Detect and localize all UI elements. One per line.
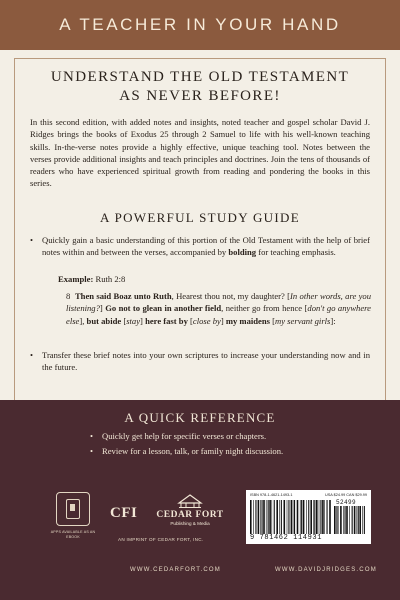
isbn-text: ISBN 978-1-4621-1493-1: [250, 493, 293, 497]
barcode-bar: [263, 500, 265, 534]
intro-paragraph: In this second edition, with added notes and insights, noted teacher and gospel scholar David J. Ridges brings the books of Exodus 25 through 2 Samuel to life with his well-known teaching skills. In-the-verse notes provide a highly effective, unique teaching tool. Notes between the verses provide additional insights and teach principles and doctrines. Join the tens of thousands of readers who have experienced spiritual growth from reading and pondering the books in this series.: [30, 117, 370, 189]
verse-part: ]: [140, 315, 146, 326]
bullet-dot: •: [90, 431, 94, 441]
barcode-bar: [297, 500, 299, 534]
barcode-bar: [358, 506, 359, 534]
barcode-bar: [287, 500, 288, 534]
verse-part: my maidens: [225, 315, 270, 326]
barcode-bar: [362, 506, 363, 534]
headline-line-2: AS NEVER BEFORE!: [119, 88, 281, 104]
ebook-caption: APPS AVAILABLE AS AN EBOOK: [50, 530, 96, 539]
verse-part: here fast by: [145, 315, 188, 326]
verse-note: don't go anywhere else: [66, 303, 371, 326]
barcode-bar: [324, 500, 325, 534]
quick-reference-item-text: Quickly get help for specific verses or chapters.: [102, 431, 267, 441]
barcode-bar: [354, 506, 356, 534]
verse-note: close by: [192, 315, 221, 326]
cedar-fort-logo: [155, 494, 225, 534]
barcode-bar: [255, 500, 256, 534]
barcode-bar: [260, 500, 261, 534]
barcode-bar: [274, 500, 275, 534]
barcode-bar: [258, 500, 260, 534]
cedar-fort-emblem-icon: [177, 494, 203, 508]
headline-line-1: UNDERSTAND THE OLD TESTAMENT: [50, 69, 350, 85]
barcode-bar: [334, 506, 336, 534]
verse-note: In other words, are you listening?: [66, 291, 372, 314]
barcode-bar: [301, 500, 302, 534]
verse-note: my servant girls: [275, 315, 331, 326]
barcode-bar: [357, 506, 358, 534]
barcode-bar: [262, 500, 263, 534]
quick-reference-item: [90, 445, 360, 457]
barcode-bar: [314, 500, 315, 534]
barcode-bar: [359, 506, 361, 534]
barcode-bar: [320, 500, 321, 534]
barcode-digits: 9 781462 114931: [250, 534, 323, 542]
verse-part: , neither go from hence [: [221, 303, 308, 314]
barcode-bar: [327, 500, 328, 534]
verse-part: ]: [99, 303, 106, 314]
top-banner: [0, 0, 400, 50]
barcode-bar: [343, 506, 344, 534]
bullet-dot: •: [30, 350, 34, 360]
bullet-dot: •: [30, 235, 34, 245]
barcode-bar: [329, 500, 331, 534]
bullet-text-part: for teaching emphasis.: [256, 247, 336, 258]
verse-part: [: [121, 315, 127, 326]
barcode-bar: [288, 500, 289, 534]
barcode-bar: [284, 500, 286, 534]
barcode-bar: [266, 500, 267, 534]
bullet-dot: •: [90, 446, 94, 456]
barcode-bar: [316, 500, 318, 534]
verse-number: 8: [66, 291, 71, 301]
publisher-website-link[interactable]: WWW.CEDARFORT.COM: [130, 567, 221, 573]
barcode-bar: [293, 500, 294, 534]
barcode-bar: [276, 500, 278, 534]
barcode-bar: [306, 500, 307, 534]
barcode-bar: [337, 506, 338, 534]
barcode-bar: [364, 506, 365, 534]
example-word: Example:: [58, 274, 94, 284]
example-verse: [66, 290, 371, 327]
bullet-text-part: Quickly gain a basic understanding of this portion of the Old Testament with the help of brief notes within and between the verses, accompanied by: [42, 235, 370, 258]
study-guide-heading: A POWERFUL STUDY GUIDE: [100, 210, 300, 225]
imprint-line: AN IMPRINT OF CEDAR FORT, INC.: [118, 537, 204, 542]
barcode-bar: [345, 506, 346, 534]
ebook-icon: [56, 492, 90, 526]
price-text: USA $24.99 CAN $29.99: [324, 493, 367, 497]
verse-part: ]: [220, 315, 226, 326]
barcode-bar: [303, 500, 305, 534]
study-bullet-2-text: Transfer these brief notes into your own scriptures to increase your understanding now and in the future.: [42, 350, 370, 373]
barcode: [246, 490, 371, 544]
verse-part: Then said Boaz unto Ruth: [74, 291, 172, 301]
verse-part: ]:: [330, 315, 336, 326]
author-website-link[interactable]: WWW.DAVIDJRIDGES.COM: [275, 567, 377, 573]
barcode-addon-bars: [334, 506, 366, 534]
barcode-bar: [300, 500, 301, 534]
verse-note: stay: [126, 315, 141, 326]
cedar-fort-name: CEDAR FORT: [156, 510, 224, 520]
barcode-bar: [268, 500, 269, 534]
verse-part: [: [270, 315, 276, 326]
verse-part: [: [187, 315, 193, 326]
barcode-bar: [253, 500, 254, 534]
bullet-bold-word: bolding: [228, 247, 257, 258]
barcode-bar: [310, 500, 312, 534]
barcode-bar: [294, 500, 295, 534]
barcode-bar: [291, 500, 293, 534]
quick-reference-item-text: Review for a lesson, talk, or family night discussion.: [102, 446, 284, 456]
barcode-bar: [349, 506, 350, 534]
barcode-bar: [279, 500, 280, 534]
barcode-bar: [340, 506, 342, 534]
barcode-bar: [346, 506, 348, 534]
example-reference: Ruth 2:8: [93, 274, 126, 284]
verse-part: but abide: [86, 315, 122, 326]
banner-tagline: A TEACHER IN YOUR HAND: [59, 15, 341, 34]
barcode-bar: [322, 500, 324, 534]
barcode-bar: [313, 500, 314, 534]
cedar-fort-subtitle: Publishing & Media: [170, 521, 210, 526]
barcode-bar: [352, 506, 353, 534]
barcode-bar: [281, 500, 282, 534]
cfi-logo: CFI: [110, 505, 138, 521]
verse-part: Go not to glean in another field: [105, 303, 222, 314]
barcode-bar: [319, 500, 320, 534]
verse-part: , Hearest thou not, my daughter? [: [171, 291, 291, 301]
quick-reference-item: [90, 430, 360, 442]
verse-part: ],: [79, 315, 87, 326]
study-bullet-2: [30, 349, 370, 374]
barcode-bar: [269, 500, 271, 534]
example-label: [58, 273, 125, 285]
barcode-bar: [336, 506, 337, 534]
quick-reference-heading: A QUICK REFERENCE: [124, 410, 276, 425]
barcode-bar: [272, 500, 273, 534]
barcode-bars: [250, 500, 332, 534]
ebook-device-icon: [66, 499, 80, 519]
barcode-bar: [250, 500, 252, 534]
headline: [0, 68, 400, 106]
barcode-bar: [308, 500, 309, 534]
study-bullet-1-text: [30, 234, 370, 259]
study-bullet-1: [30, 234, 370, 259]
barcode-addon-digits: 52499: [336, 499, 357, 506]
